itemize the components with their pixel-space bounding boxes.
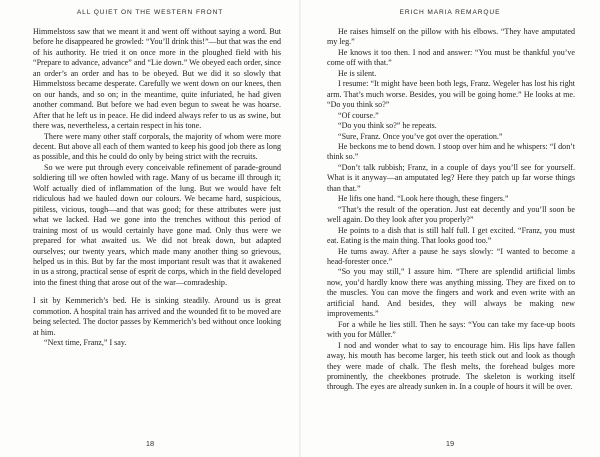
- paragraph: He knows it too then. I nod and answer: “You must be thankful you’ve come off with that.”: [327, 47, 575, 68]
- paragraph: “Don’t talk rubbish; Franz, in a couple of days you’ll see for yourself. What is it anyway—an amputated leg? Here they patch up far worse things than that.”: [327, 162, 575, 193]
- paragraph: “So you may still,” I assure him. “There are splendid artificial limbs now, you’d hardly know there was anything missing. They are fixed on to the muscles. You can move the fingers and work and even write with an artificial hand. And besides, they will always be making new improvements.”: [327, 267, 575, 319]
- paragraph: So we were put through every conceivable refinement of parade-ground soldiering till we often howled with rage. Many of us became ill through it; Wolf actually died of inflammation of the lung. But we would have felt ridiculous had we hauled down our colours. We became hard, suspicious, pitiless, vicious, tough—and that was good; for these attributes were just what we lacked. Had we gone into the trenches without this period of training most of us would certainly have gone mad. Only thus were we prepared for what awaited us. We did not break down, but adapted ourselves; our twenty years, which made many another thing so grievous, helped us in this. But by far the most important result was that it awakened in us a strong, practical sense of esprit de corps, which in the field developed into the finest thing that arose out of the war—comradeship.: [33, 162, 281, 287]
- paragraph: Himmelstoss saw that we meant it and went off without saying a word. But before he disappeared he growled: “You’ll drink this!”—but that was the end of his authority. He tried it on once more in the ploughed field with his “Prepare to advance, advance” and “Lie down.” We obeyed each order, since an order’s an order and has to be obeyed. But we did it so slowly that Himmelstoss became desperate. Carefully we went down on our knees, then on our hands, and so on; in the meantime, quite infuriated, he had given another command. But before we had even begun to sweat he was hoarse. After that he left us in peace. He did indeed always refer to us as swine, but there was, nevertheless, a certain respect in his tone.: [33, 27, 281, 131]
- paragraph: I resume: “It might have been both legs, Franz. Wegeler has lost his right arm. That’s much worse. Besides, you will be going home.” He looks at me. “Do you think so?”: [327, 79, 575, 110]
- right-page-number: 19: [445, 439, 455, 448]
- right-running-head: ERICH MARIA REMARQUE: [399, 9, 501, 16]
- paragraph: He raises himself on the pillow with his elbows. “They have amputated my leg.”: [327, 27, 575, 47]
- left-running-head: ALL QUIET ON THE WESTERN FRONT: [76, 9, 224, 16]
- paragraph: He points to a dish that is still half full. I get excited. “Franz, you must eat. Eating is the main thing. That looks good too.”: [327, 225, 575, 246]
- left-body-text: [33, 27, 281, 349]
- paragraph: “Do you think so?” he repeats.: [338, 121, 437, 131]
- paragraph: He is silent.: [338, 68, 377, 78]
- paragraph: For a while he lies still. Then he says: “You can take my face-up boots with you for Müller.”: [327, 319, 575, 340]
- paragraph: “Sure, Franz. Once you’ve got over the operation.”: [338, 131, 503, 141]
- paragraph: “Next time, Franz,” I say.: [44, 338, 127, 348]
- paragraph: There were many other staff corporals, the majority of whom were more decent. But above all each of them wanted to keep his good job there as long as possible, and this he could do only by being strict with the recruits.: [33, 131, 281, 162]
- paragraph: I sit by Kemmerich’s bed. He is sinking steadily. Around us is great commotion. A hospital train has arrived and the wounded fit to be moved are being selected. The doctor passes by Kemmerich’s bed without once looking at him.: [33, 296, 281, 337]
- paragraph: “Of course.”: [338, 110, 379, 120]
- paragraph: He beckons me to bend down. I stoop over him and he whispers: “I don’t think so.”: [327, 141, 575, 162]
- paragraph: I nod and wonder what to say to encourage him. His lips have fallen away, his mouth has become larger, his teeth stick out and look as though they were made of chalk. The flesh melts, the forehead bulges more prominently, the cheekbones protrude. The skeleton is working itself through. The eyes are already sunken in. In a couple of hours it will be over.: [327, 340, 575, 392]
- paragraph: He turns away. After a pause he says slowly: “I wanted to become a head-forester once.”: [327, 246, 575, 266]
- paragraph: “That’s the result of the operation. Just eat decently and you’ll soon be well again. Do they look after you properly?”: [327, 204, 575, 225]
- paragraph: He lifts one hand. “Look here though, these fingers.”: [338, 194, 509, 204]
- left-page-number: 18: [145, 439, 155, 448]
- right-body-text: [327, 27, 575, 393]
- right-page: [300, 0, 600, 457]
